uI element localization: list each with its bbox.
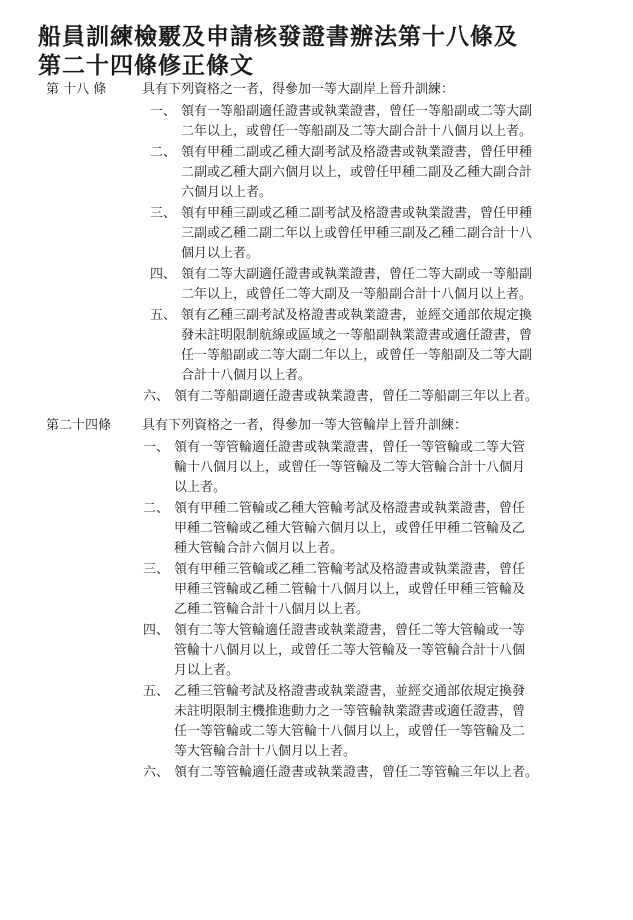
item-text-line: 領有甲種三管輪或乙種二管輪考試及格證書或執業證書，曾任: [174, 562, 526, 577]
article-intro: 具有下列資格之一者，得參加一等大副岸上晉升訓練：: [142, 82, 455, 97]
list-item: [0, 499, 633, 559]
item-text: [0, 438, 633, 498]
item-text-line: 領有甲種二管輪或乙種大管輪考試及格證書或執業證書，曾任: [174, 501, 526, 516]
item-text-line: 個月以上者。: [181, 246, 260, 261]
item-text-line: 甲種二管輪或乙種大管輪六個月以上，或曾任甲種二管輪及乙: [174, 521, 526, 536]
item-text-line: 領有一等船副適任證書或執業證書，曾任一等船副或二等大副: [181, 104, 533, 119]
item-text: [0, 102, 633, 142]
list-item: [0, 682, 633, 762]
item-text: [0, 560, 633, 620]
item-text-line: 領有二等大副適任證書或執業證書，曾任二等大副或一等船副: [181, 267, 533, 282]
item-text-line: 三副或乙種二副二年以上或曾任甲種三副及乙種二副合計十八: [181, 226, 533, 241]
item-text-line: 六個月以上者。: [181, 185, 273, 200]
item-number: 六、: [143, 765, 170, 780]
item-number: 六、: [143, 389, 170, 404]
list-item: [0, 387, 633, 407]
item-text-line: 二副或乙種大副六個月以上，或曾任甲種二副及乙種大副合計: [181, 165, 533, 180]
article-label: 第 十八 條: [46, 82, 107, 97]
item-text: [0, 306, 633, 386]
item-number: 四、: [143, 623, 170, 638]
item-number: 二、: [150, 145, 177, 160]
list-item: [0, 438, 633, 498]
list-item: [0, 265, 633, 305]
item-text-line: 以上者。: [174, 480, 227, 495]
item-text-line: 未註明限制主機推進動力之一等管輪執業證書或適任證書，曾: [174, 704, 526, 719]
item-text-line: 領有二等管輪適任證書或執業證書，曾任二等管輪三年以上者。: [174, 765, 539, 780]
item-text-line: 管輪十八個月以上，或曾任二等大管輪及一等管輪合計十八個: [174, 643, 526, 658]
item-text: [0, 763, 633, 783]
item-text-line: 任一等管輪或二等大管輪十八個月以上，或曾任一等管輪及二: [174, 724, 526, 739]
item-text-line: 甲種三管輪或乙種二管輪十八個月以上，或曾任甲種三管輪及: [174, 582, 526, 597]
item-number: 三、: [143, 562, 170, 577]
list-item: [0, 204, 633, 264]
item-text: [0, 387, 633, 407]
item-text-line: 等大管輪合計十八個月以上者。: [174, 744, 357, 759]
title-line: 船員訓練檢覈及申請核發證書辦法第十八條及: [38, 23, 518, 50]
item-list: [0, 438, 633, 784]
item-text-line: 二年以上，或曾任一等船副及二等大副合計十八個月以上者。: [181, 124, 533, 139]
list-item: [0, 306, 633, 386]
item-text-line: 發未註明限制航線或區域之一等船副執業證書或適任證書，曾: [181, 328, 533, 343]
item-text-line: 二年以上，或曾任二等大副及一等船副合計十八個月以上者。: [181, 287, 533, 302]
item-text: [0, 143, 633, 203]
item-text: [0, 265, 633, 305]
item-text: [0, 499, 633, 559]
item-number: 一、: [143, 440, 170, 455]
item-number: 五、: [150, 308, 177, 323]
list-item: [0, 102, 633, 142]
item-text-line: 任一等船副或二等大副二年以上，或曾任一等船副及二等大副: [181, 348, 533, 363]
item-text-line: 領有二等大管輪適任證書或執業證書，曾任二等大管輪或一等: [174, 623, 526, 638]
list-item: [0, 763, 633, 783]
item-list: [0, 102, 633, 408]
list-item: [0, 560, 633, 620]
item-number: 三、: [150, 206, 177, 221]
item-text-line: 合計十八個月以上者。: [181, 368, 312, 383]
item-text-line: 輪十八個月以上，或曾任一等管輪及二等大管輪合計十八個月: [174, 460, 526, 475]
list-item: [0, 143, 633, 203]
item-text: [0, 204, 633, 264]
item-text-line: 領有乙種三副考試及格證書或執業證書，並經交通部依規定換: [181, 308, 533, 323]
item-text-line: 種大管輪合計六個月以上者。: [174, 541, 344, 556]
item-text-line: 領有甲種三副或乙種二副考試及格證書或執業證書，曾任甲種: [181, 206, 533, 221]
item-text-line: 乙種二管輪合計十八個月以上者。: [174, 602, 370, 617]
document-title: [38, 22, 618, 80]
item-text: [0, 621, 633, 681]
item-number: 二、: [143, 501, 170, 516]
item-text-line: 月以上者。: [174, 663, 240, 678]
item-text-line: 乙種三管輪考試及格證書或執業證書，並經交通部依規定換發: [174, 684, 526, 699]
item-text-line: 領有一等管輪適任證書或執業證書，曾任一等管輪或二等大管: [174, 440, 526, 455]
item-text-line: 領有二等船副適任證書或執業證書，曾任二等船副三年以上者。: [174, 389, 539, 404]
article-label: 第二十四條: [46, 418, 112, 433]
item-text: [0, 682, 633, 762]
item-number: 四、: [150, 267, 177, 282]
item-text-line: 領有甲種二副或乙種大副考試及格證書或執業證書，曾任甲種: [181, 145, 533, 160]
list-item: [0, 621, 633, 681]
title-line: 第二十四條修正條文: [38, 52, 254, 79]
item-number: 一、: [150, 104, 177, 119]
item-number: 五、: [143, 684, 170, 699]
article-intro: 具有下列資格之一者，得參加一等大管輪岸上晉升訓練：: [142, 418, 468, 433]
